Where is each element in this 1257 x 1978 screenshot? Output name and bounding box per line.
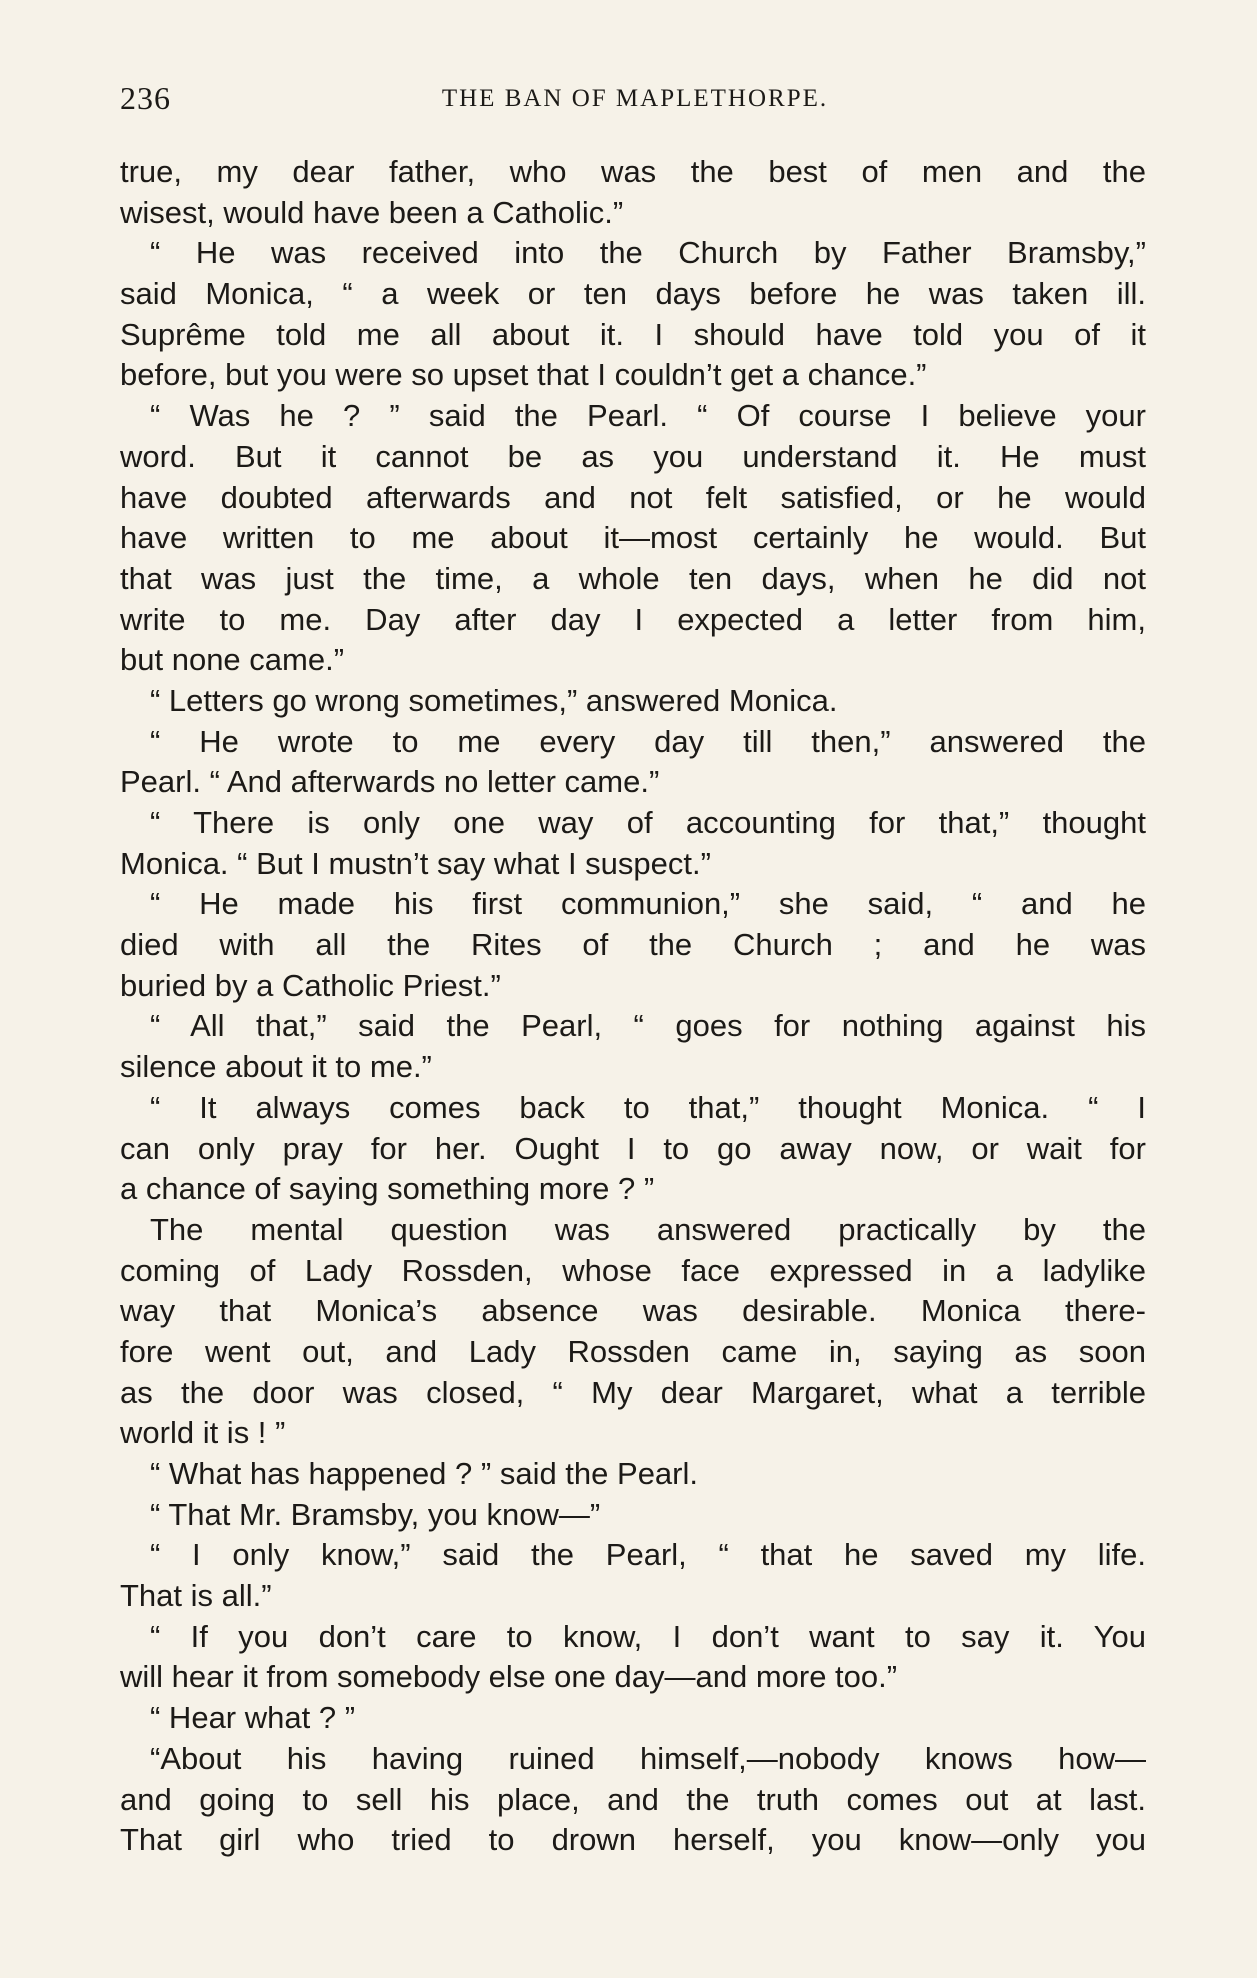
text-line: died with all the Rites of the Church ; and he was bbox=[120, 927, 1146, 963]
text-line: write to me. Day after day I expected a letter from him, bbox=[120, 601, 1146, 637]
text-line: “About his having ruined himself,—nobody knows how— bbox=[150, 1740, 1146, 1776]
text-line: silence about it to me.” bbox=[120, 1049, 432, 1085]
text-line: way that Monica’s absence was desirable. Monica there- bbox=[120, 1293, 1146, 1329]
body-text bbox=[120, 152, 1146, 1861]
text-line: “ What has happened ? ” said the Pearl. bbox=[150, 1456, 698, 1491]
text-line: wisest, would have been a Catholic.” bbox=[120, 194, 624, 230]
text-line: The mental question was answered practically by the bbox=[150, 1211, 1146, 1247]
text-line: Monica. “ But I mustn’t say what I suspect.” bbox=[120, 845, 711, 881]
text-line: “ That Mr. Bramsby, you know—” bbox=[150, 1496, 601, 1532]
text-line: have written to me about it—most certainly he would. But bbox=[120, 520, 1146, 556]
text-line: That is all.” bbox=[120, 1578, 272, 1614]
text-line: “ He wrote to me every day till then,” answered the bbox=[150, 723, 1146, 759]
text-line: and going to sell his place, and the truth comes out at last. bbox=[120, 1781, 1146, 1817]
text-line: word. But it cannot be as you understand it. He must bbox=[120, 438, 1146, 474]
text-line: will hear it from somebody else one day—and more too.” bbox=[120, 1659, 898, 1695]
running-title: THE BAN OF MAPLETHORPE. bbox=[441, 85, 829, 112]
running-head bbox=[120, 78, 1150, 118]
text-line: can only pray for her. Ought I to go away now, or wait for bbox=[120, 1130, 1146, 1166]
text-line: “ He made his first communion,” she said, “ and he bbox=[150, 886, 1146, 922]
text-line: said Monica, “ a week or ten days before he was taken ill. bbox=[120, 276, 1146, 312]
text-line: “ I only know,” said the Pearl, “ that he saved my life. bbox=[150, 1537, 1146, 1573]
text-line: but none came.” bbox=[120, 642, 345, 678]
page-number: 236 bbox=[120, 80, 171, 116]
text-line: fore went out, and Lady Rossden came in, saying as soon bbox=[120, 1333, 1146, 1369]
text-line: world it is ! ” bbox=[120, 1415, 286, 1451]
text-line: “ It always comes back to that,” thought Monica. “ I bbox=[150, 1089, 1146, 1125]
text-line: before, but you were so upset that I couldn’t get a chance.” bbox=[120, 357, 927, 393]
text-line: “ Was he ? ” said the Pearl. “ Of course I believe your bbox=[150, 398, 1146, 434]
text-line: “ There is only one way of accounting for that,” thought bbox=[150, 805, 1146, 840]
text-line: Suprême told me all about it. I should have told you of it bbox=[120, 316, 1146, 352]
text-line: have doubted afterwards and not felt satisfied, or he would bbox=[120, 479, 1146, 515]
text-line: that was just the time, a whole ten days, when he did not bbox=[120, 560, 1146, 596]
text-line: coming of Lady Rossden, whose face expressed in a ladylike bbox=[120, 1252, 1146, 1288]
text-line: as the door was closed, “ My dear Margaret, what a terrible bbox=[120, 1374, 1146, 1410]
text-line: “ Hear what ? ” bbox=[150, 1700, 356, 1736]
text-line: “ Letters go wrong sometimes,” answered Monica. bbox=[150, 682, 838, 718]
text-line: Pearl. “ And afterwards no letter came.” bbox=[120, 764, 660, 800]
text-line: “ If you don’t care to know, I don’t want to say it. You bbox=[150, 1618, 1146, 1654]
text-line: “ He was received into the Church by Father Bramsby,” bbox=[150, 235, 1146, 271]
text-line: buried by a Catholic Priest.” bbox=[120, 967, 501, 1003]
text-line: “ All that,” said the Pearl, “ goes for nothing against his bbox=[150, 1008, 1146, 1044]
text-line: a chance of saying something more ? ” bbox=[120, 1171, 655, 1207]
text-line: true, my dear father, who was the best of men and the bbox=[120, 154, 1146, 189]
text-line: That girl who tried to drown herself, you know—only you bbox=[120, 1822, 1146, 1858]
